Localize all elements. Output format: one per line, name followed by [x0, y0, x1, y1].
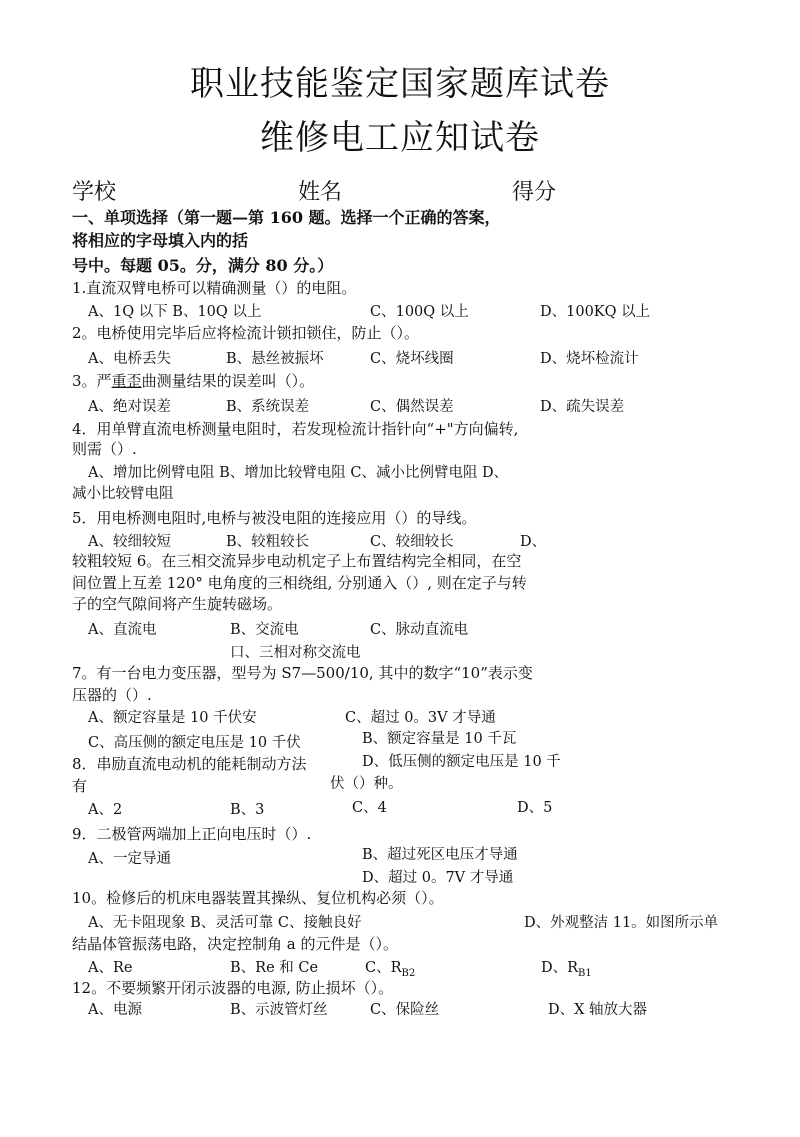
- q9-option-d: D、超过 0。7V 才导通: [362, 870, 514, 886]
- q8-option-d: D、5: [517, 800, 553, 816]
- q5-option-a: A、较细较短: [88, 534, 171, 550]
- section-heading-line3: 号中。每题 05。分，满分 80 分。）: [72, 256, 334, 275]
- question-6-line1: 较粗较短 6。在三相交流异步电动机定子上布置结构完全相同，在空: [72, 552, 522, 570]
- question-2: 2。电桥使用完毕后应将检流计锁扣锁住，防止（）。: [72, 324, 420, 342]
- q6-option-b: B、交流电: [230, 622, 299, 638]
- q6-option-c: C、脉动直流电: [370, 622, 469, 638]
- q7-option-d-line2: 伏（）种。: [330, 776, 403, 792]
- question-8-line2: 有: [72, 777, 88, 795]
- q5-option-d: D、: [520, 534, 547, 550]
- q11-option-d: D、$R_{B1}$: [541, 960, 592, 979]
- q3-option-a: A、绝对误差: [88, 399, 171, 415]
- question-9: 9．二极管两端加上正向电压时（）.: [72, 825, 312, 843]
- q12-option-d: D、X 轴放大器: [548, 1002, 648, 1018]
- q9-option-a: A、一定导通: [88, 851, 171, 867]
- name-label: 姓名: [298, 180, 343, 205]
- question-6-line3: 子的空气隙间将产生旋转磁场。: [72, 595, 283, 613]
- exam-title: 职业技能鉴定国家题库试卷: [190, 64, 610, 104]
- q10-option-d: D、外观整洁 11。如图所示单: [524, 915, 719, 931]
- question-3: 3。严重歪曲测量结果的误差叫（）。: [72, 372, 315, 390]
- score-label: 得分: [512, 180, 557, 205]
- q12-option-a: A、电源: [88, 1002, 142, 1018]
- section-heading-line2: 将相应的字母填入内的括: [72, 231, 249, 250]
- school-label: 学校: [72, 180, 117, 205]
- q3-option-b: B、系统误差: [226, 399, 310, 415]
- q4-options: A、增加比例臂电阻 B、增加比较臂电阻 C、减小比例臂电阻 D、: [88, 465, 509, 481]
- q3-option-c: C、偶然误差: [370, 399, 454, 415]
- question-5: 5．用电桥测电阻时,电桥与被没电阻的连接应用（）的导线。: [72, 509, 477, 527]
- q11-option-c: C、$R_{B2}$: [365, 960, 416, 979]
- q11-option-a: A、Re: [88, 960, 133, 976]
- question-6-line2: 间位置上互差 120° 电角度的三相绕组, 分别通入（）, 则在定子与转: [72, 574, 527, 592]
- q1-option-ab: A、1Q 以下 B、10Q 以上: [88, 304, 262, 320]
- q3-option-d: D、疏失误差: [540, 399, 625, 415]
- q12-option-b: B、示波管灯丝: [230, 1002, 328, 1018]
- question-12: 12。不要频繁开闭示波器的电源, 防止损坏（）。: [72, 979, 394, 997]
- q7-option-a: A、额定容量是 10 千伏安: [88, 710, 257, 726]
- q6-option-d: 口、三相对称交流电: [230, 645, 361, 661]
- question-8-line1: 8．串励直流电动机的能耗制动方法: [72, 755, 307, 773]
- exam-subtitle: 维修电工应知试卷: [260, 118, 540, 158]
- q2-option-b: B、悬丝被振坏: [226, 351, 324, 367]
- question-7-line2: 压器的（）.: [72, 686, 152, 704]
- q8-option-c: C、4: [352, 800, 387, 816]
- q7-option-c-alt: C、超过 0。3V 才导通: [345, 710, 496, 726]
- q8-option-a: A、2: [88, 802, 123, 818]
- question-1: 1.直流双臂电桥可以精确测量（）的电阻。: [72, 279, 357, 297]
- question-4-line1: 4．用单臂直流电桥测量电阻时，若发现检流计指针向“+"方向偏转,: [72, 420, 519, 438]
- q2-option-d: D、烧坏检流计: [540, 351, 639, 367]
- q11-option-b: B、Re 和 Ce: [230, 960, 319, 976]
- section-heading-line1: 一、单项选择（第一题—第 160 题。选择一个正确的答案，: [72, 208, 501, 227]
- q8-option-b: B、3: [230, 802, 265, 818]
- q7-option-d-line1: D、低压侧的额定电压是 10 千: [362, 754, 561, 770]
- q1-option-c: C、100Q 以上: [370, 304, 469, 320]
- question-11: 结晶体管振荡电路，决定控制角 a 的元件是（）。: [72, 935, 398, 953]
- q2-option-c: C、烧坏线圈: [370, 351, 454, 367]
- q9-option-b: B、超过死区电压才导通: [362, 847, 518, 863]
- question-10: 10。检修后的机床电器装置其操纵、复位机构必须（）。: [72, 889, 444, 907]
- q7-option-b: B、额定容量是 10 千瓦: [362, 731, 517, 747]
- question-4-line2: 则需（）.: [72, 440, 137, 458]
- q6-option-a: A、直流电: [88, 622, 157, 638]
- q7-option-c: C、高压侧的额定电压是 10 千伏: [88, 735, 301, 751]
- question-7-line1: 7。有一台电力变压器，型号为 S7—500/10, 其中的数字“10”表示变: [72, 664, 533, 682]
- q1-option-d: D、100KQ 以上: [540, 304, 651, 320]
- q5-option-c: C、较细较长: [370, 534, 454, 550]
- q5-option-b: B、较粗较长: [226, 534, 310, 550]
- q12-option-c: C、保险丝: [370, 1002, 440, 1018]
- q10-options-abc: A、无卡阻现象 B、灵活可靠 C、接触良好: [88, 915, 362, 931]
- q2-option-a: A、电桥丢失: [88, 351, 171, 367]
- q4-option-d: 减小比较臂电阻: [72, 486, 174, 502]
